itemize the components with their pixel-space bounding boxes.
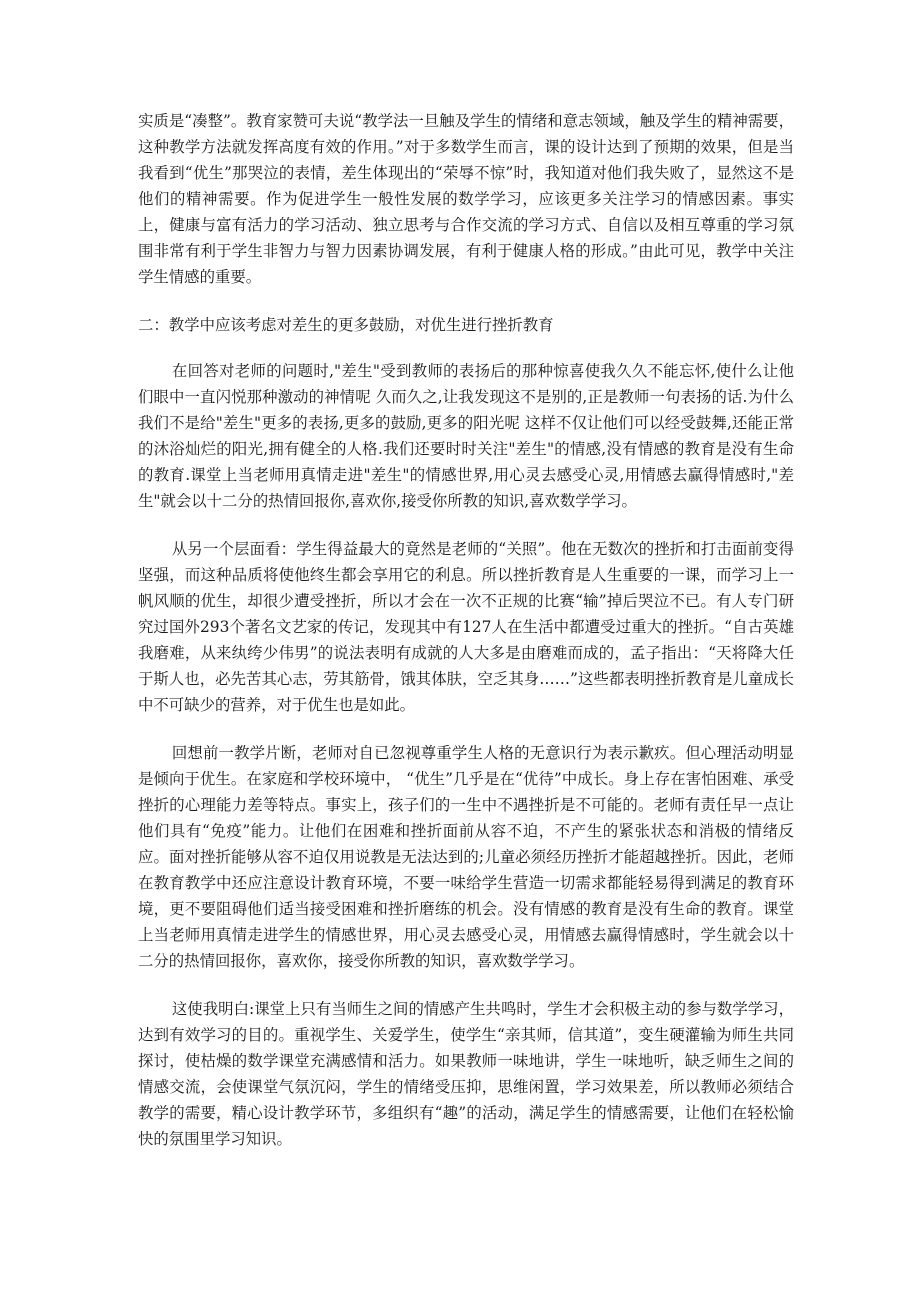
paragraph-setback-education: 从另一个层面看：学生得益最大的竟然是老师的“关照”。他在无数次的挫折和打击面前变得坚强，而这种品质将使他终生都会享用它的利息。所以挫折教育是人生重要的一课，而学习上一帆风顺的优生，却很少遭受挫折，所以才会在一次不正规的比赛“输”掉后哭泣不已。有人专门研究过国外293个著名文艺家的传记，发现其中有127人在生活中都遭受过重大的挫折。“自古英雄我磨难，从来纨绔少伟男”的说法表明有成就的人大多是由磨难而成的，孟子指出：“天将降大任于斯人也，必先苦其心志，劳其筋骨，饿其体肤，空乏其身……”这些都表明挫折教育是儿童成长中不可缺少的营养，对于优生也是如此。 — [138, 540, 794, 714]
document-body — [138, 108, 794, 1174]
paragraph-continuation: 实质是“凑整”。教育家赞可夫说“教学法一旦触及学生的情绪和意志领域，触及学生的精神需要，这种教学方法就发挥高度有效的作用。”对于多数学生而言，课的设计达到了预期的效果，但是当我看到“优生”那哭泣的表情，差生体现出的“荣辱不惊”时，我知道对他们我失败了，显然这不是他们的精神需要。作为促进学生一般性发展的数学学习，应该更多关注学习的情感因素。事实上，健康与富有活力的学习活动、独立思考与合作交流的学习方式、自信以及相互尊重的学习氛围非常有利于学生非智力与智力因素协调发展，有利于健康人格的形成。”由此可见，教学中关注学生情感的重要。 — [138, 112, 794, 286]
paragraph-conclusion: 这使我明白:课堂上只有当师生之间的情感产生共鸣时，学生才会积极主动的参与数学学习，达到有效学习的目的。重视学生、关爱学生，使学生“亲其师，信其道”，变生硬灌输为师生共同探讨，使枯燥的数学课堂充满感情和活力。如果教师一味地讲，学生一味地听，缺乏师生之间的情感交流，会使课堂气氛沉闷，学生的情绪受压抑，思维闲置，学习效果差，所以教师必须结合教学的需要，精心设计教学环节，多组织有“趣”的活动，满足学生的情感需要，让他们在轻松愉快的氛围里学习知识。 — [138, 1000, 794, 1148]
paragraph-praise-weak-students: 在回答对老师的问题时,"差生"受到教师的表扬后的那种惊喜使我久久不能忘怀,使什么让他们眼中一直闪悦那种激动的神情呢 久而久之,让我发现这不是别的,正是教师一句表扬的话.为什么我们不是给"差生"更多的表扬,更多的鼓励,更多的阳光呢 这样不仅让他们可以经受鼓舞,还能正常的沐浴灿烂的阳光,拥有健全的人格.我们还要时时关注"差生"的情感,没有情感的教育是没有生命的教育.课堂上当老师用真情走进"差生"的情感世界,用心灵去感受心灵,用情感去赢得情感时,"差生"就会以十二分的热情回报你,喜欢你,接受你所教的知识,喜欢数学学习。 — [138, 362, 794, 510]
section-heading: 二：教学中应该考虑对差生的更多鼓励，对优生进行挫折教育 — [138, 316, 554, 334]
paragraph-teaching-reflection: 回想前一教学片断，老师对自已忽视尊重学生人格的无意识行为表示歉疚。但心理活动明显是倾向于优生。在家庭和学校环境中， “优生”几乎是在“优待”中成长。身上存在害怕困难、承受挫折的心理能力差等特点。事实上，孩子们的一生中不遇挫折是不可能的。老师有责任早一点让他们具有“免疫”能力。让他们在困难和挫折面前从容不迫，不产生的紧张状态和消极的情绪反应。面对挫折能够从容不迫仅用说教是无法达到的;儿童必须经历挫折才能超越挫折。因此，老师在教育教学中还应注意设计教育环境，不要一味给学生营造一切需求都能轻易得到满足的教育环境，更不要阻碍他们适当接受困难和挫折磨练的机会。没有情感的教育是没有生命的教育。课堂上当老师用真情走进学生的情感世界，用心灵去感受心灵，用情感去赢得情感时，学生就会以十二分的热情回报你，喜欢你，接受你所教的知识，喜欢数学学习。 — [138, 744, 794, 970]
